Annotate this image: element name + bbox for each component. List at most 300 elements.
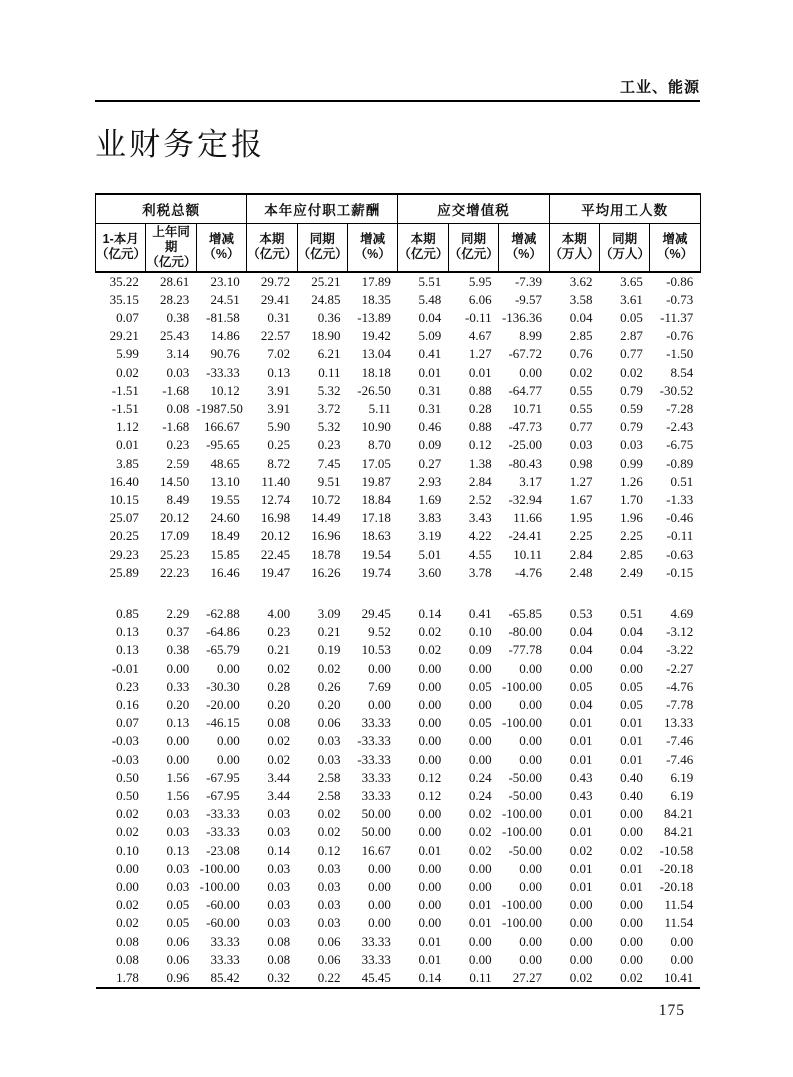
cell: -25.00 <box>508 437 543 453</box>
cell: -95.65 <box>206 437 240 453</box>
cell: 0.00 <box>418 897 442 913</box>
col-header: 本期 （亿元） <box>398 223 448 272</box>
cell: 0.05 <box>166 897 190 913</box>
cell: 0.00 <box>569 933 593 949</box>
cell: 0.12 <box>317 842 341 858</box>
cell: -32.94 <box>508 491 543 507</box>
cell: -0.15 <box>666 564 694 580</box>
cell: 0.31 <box>418 382 442 398</box>
cell: 10.90 <box>361 419 391 435</box>
table-row <box>96 418 701 436</box>
cell: 0.04 <box>569 309 593 325</box>
cell: 0.13 <box>166 842 190 858</box>
cell: 19.54 <box>361 546 391 562</box>
cell: 0.00 <box>468 860 492 876</box>
cell: -100.00 <box>501 824 543 840</box>
col-header: 同期 （亿元） <box>297 223 347 272</box>
cell: 0.00 <box>418 806 442 822</box>
cell: 0.79 <box>620 419 643 435</box>
cell: 0.02 <box>569 970 593 986</box>
cell: 0.03 <box>317 897 341 913</box>
cell: 0.00 <box>519 364 543 380</box>
table-row <box>96 564 701 582</box>
cell: -67.95 <box>206 769 240 785</box>
cell: 14.49 <box>311 510 341 526</box>
cell: 10.12 <box>210 382 240 398</box>
cell: -7.78 <box>666 696 694 712</box>
cell: 0.00 <box>368 915 391 931</box>
cell: 0.00 <box>569 915 593 931</box>
cell: 11.54 <box>664 915 694 931</box>
cell: -2.27 <box>666 660 694 676</box>
cell: 5.48 <box>418 291 442 307</box>
cell: 0.41 <box>468 605 492 621</box>
cell: 0.03 <box>317 733 341 749</box>
cell: 2.87 <box>620 328 643 344</box>
cell: 50.00 <box>361 806 391 822</box>
cell: 35.22 <box>109 273 139 289</box>
cell: 0.26 <box>317 678 341 694</box>
cell: -0.03 <box>111 733 139 749</box>
cell: 0.09 <box>418 437 442 453</box>
cell: 3.58 <box>569 291 593 307</box>
table-row <box>96 805 701 823</box>
cell: 0.04 <box>569 642 593 658</box>
cell: 17.89 <box>361 273 391 289</box>
cell: -50.00 <box>508 842 543 858</box>
page-title: 业财务定报 <box>95 127 265 162</box>
cell: 0.00 <box>368 860 391 876</box>
cell: 0.01 <box>468 915 492 931</box>
cell: 3.17 <box>519 473 543 489</box>
cell: 25.89 <box>109 564 139 580</box>
cell: 0.10 <box>468 624 492 640</box>
cell: 19.55 <box>210 491 240 507</box>
cell: 0.02 <box>620 364 643 380</box>
cell: 25.07 <box>109 510 139 526</box>
cell: -0.73 <box>666 291 694 307</box>
table-row <box>96 660 701 678</box>
cell: 85.42 <box>210 970 240 986</box>
cell: -50.00 <box>508 787 543 803</box>
col-header: 增减 （%） <box>650 223 700 272</box>
cell: 0.02 <box>116 915 139 931</box>
cell: 0.01 <box>569 733 593 749</box>
cell: 166.67 <box>203 419 240 435</box>
cell: 2.58 <box>317 787 341 803</box>
cell: 1.27 <box>468 346 492 362</box>
cell: 0.08 <box>267 715 291 731</box>
cell: 0.00 <box>368 660 391 676</box>
cell: 0.02 <box>116 897 139 913</box>
cell: 18.63 <box>361 528 391 544</box>
cell: 4.69 <box>670 605 694 621</box>
cell: 0.21 <box>317 624 341 640</box>
cell: 3.83 <box>418 510 442 526</box>
group-header-employees: 平均用工人数 <box>549 194 700 223</box>
table-row <box>96 527 701 545</box>
cell: 11.40 <box>261 473 291 489</box>
cell: -0.11 <box>666 528 694 544</box>
cell: 0.00 <box>620 933 643 949</box>
table-row <box>96 509 701 527</box>
cell: 0.00 <box>468 933 492 949</box>
cell: 10.53 <box>361 642 391 658</box>
cell: 3.19 <box>418 528 442 544</box>
cell: 0.00 <box>670 933 694 949</box>
cell: 3.72 <box>317 400 341 416</box>
cell: 18.18 <box>361 364 391 380</box>
cell: 0.01 <box>418 933 442 949</box>
cell: 17.09 <box>160 528 190 544</box>
cell: 0.12 <box>418 787 442 803</box>
cell: 10.72 <box>311 491 341 507</box>
cell: 0.14 <box>418 970 442 986</box>
cell: 7.45 <box>317 455 341 471</box>
cell: 18.90 <box>311 328 341 344</box>
cell: -64.86 <box>206 624 240 640</box>
table-row <box>96 696 701 714</box>
table-row <box>96 491 701 509</box>
cell: 0.43 <box>569 769 593 785</box>
cell: 0.28 <box>267 678 291 694</box>
cell: -100.00 <box>199 879 240 894</box>
cell: 0.00 <box>418 860 442 876</box>
cell: -1.51 <box>111 400 139 416</box>
cell: 1.12 <box>116 419 139 435</box>
cell: -67.72 <box>508 346 543 362</box>
cell: 5.95 <box>468 273 492 289</box>
table-body <box>96 272 701 989</box>
cell: -77.78 <box>508 642 543 658</box>
cell: 0.01 <box>620 751 643 767</box>
table-row <box>96 382 701 400</box>
table-row <box>96 605 701 623</box>
cell: -33.33 <box>206 806 240 822</box>
cell: 0.88 <box>468 382 492 398</box>
cell: 0.00 <box>468 751 492 767</box>
cell: 0.00 <box>216 660 240 676</box>
cell: -1.51 <box>111 382 139 398</box>
cell: 2.59 <box>166 455 190 471</box>
cell: 0.00 <box>620 660 643 676</box>
cell: 2.93 <box>418 473 442 489</box>
cell: 0.06 <box>317 933 341 949</box>
cell: 0.00 <box>569 660 593 676</box>
cell: 0.11 <box>469 970 492 986</box>
cell: 0.40 <box>620 769 643 785</box>
cell: -30.30 <box>206 678 240 694</box>
cell: -13.89 <box>357 309 391 325</box>
cell: 0.03 <box>317 751 341 767</box>
cell: -80.00 <box>508 624 543 640</box>
cell: 0.02 <box>116 364 139 380</box>
cell: 5.99 <box>116 346 139 362</box>
cell: -60.00 <box>206 915 240 931</box>
cell: -7.46 <box>666 733 694 749</box>
cell: 3.14 <box>166 346 190 362</box>
cell: 4.55 <box>468 546 492 562</box>
cell: 0.03 <box>166 364 190 380</box>
cell: -20.00 <box>206 696 240 712</box>
cell: -65.79 <box>206 642 240 658</box>
cell: 0.22 <box>317 970 341 986</box>
cell: 0.05 <box>569 678 593 694</box>
cell: 0.00 <box>519 660 543 676</box>
cell: 0.00 <box>620 951 643 967</box>
cell: 2.52 <box>468 491 492 507</box>
cell: 0.08 <box>116 933 139 949</box>
cell: 0.02 <box>317 660 341 676</box>
cell: 0.03 <box>267 915 291 931</box>
cell: 0.14 <box>418 605 442 621</box>
cell: -7.39 <box>514 273 543 289</box>
cell: 0.00 <box>418 879 442 894</box>
cell: 0.05 <box>468 678 492 694</box>
cell: -0.11 <box>465 309 492 325</box>
cell: 6.19 <box>670 769 694 785</box>
cell: 14.50 <box>160 473 190 489</box>
cell: 1.67 <box>569 491 593 507</box>
table-row <box>96 823 701 841</box>
cell: 0.23 <box>267 624 291 640</box>
cell: 0.02 <box>317 806 341 822</box>
cell: 33.33 <box>210 951 240 967</box>
cell: 0.02 <box>267 733 291 749</box>
cell: -3.12 <box>666 624 694 640</box>
cell: -30.52 <box>659 382 694 398</box>
group-header-vat: 应交增值税 <box>398 194 549 223</box>
table-row <box>96 272 701 291</box>
cell: 0.03 <box>317 860 341 876</box>
cell: 0.01 <box>569 715 593 731</box>
cell: 0.00 <box>166 660 190 676</box>
cell: 0.00 <box>418 915 442 931</box>
cell: -1.68 <box>162 419 190 435</box>
col-header: 本期 （亿元） <box>247 223 297 272</box>
cell: 25.21 <box>311 273 341 289</box>
cell: 3.91 <box>267 400 291 416</box>
cell: -7.28 <box>666 400 694 416</box>
cell: 0.02 <box>267 660 291 676</box>
cell: 0.00 <box>620 806 643 822</box>
cell: 0.12 <box>468 437 492 453</box>
cell: 0.31 <box>267 309 291 325</box>
cell: 5.32 <box>317 419 341 435</box>
cell: -2.43 <box>666 419 694 435</box>
cell: -11.37 <box>660 309 694 325</box>
cell: 11.54 <box>664 897 694 913</box>
table-row <box>96 291 701 309</box>
cell: 0.00 <box>519 696 543 712</box>
cell: 0.03 <box>267 806 291 822</box>
cell: 0.59 <box>620 400 643 416</box>
cell: 10.41 <box>663 970 694 986</box>
col-header: 同期 （万人） <box>599 223 649 272</box>
cell: 5.01 <box>418 546 442 562</box>
cell: 0.01 <box>418 842 442 858</box>
cell: 16.26 <box>311 564 341 580</box>
cell: 20.12 <box>160 510 190 526</box>
cell: 3.44 <box>267 769 291 785</box>
cell: 0.00 <box>519 733 543 749</box>
cell: 0.00 <box>368 879 391 894</box>
cell: 27.27 <box>512 970 543 986</box>
cell: 5.51 <box>418 273 442 289</box>
cell: 0.00 <box>519 879 543 894</box>
cell: 0.20 <box>317 696 341 712</box>
cell: 0.00 <box>468 660 492 676</box>
cell: 3.78 <box>468 564 492 580</box>
cell: 0.79 <box>620 382 643 398</box>
cell: 1.78 <box>116 970 139 986</box>
cell: 3.85 <box>116 455 139 471</box>
cell: 0.01 <box>569 824 593 840</box>
cell: 0.19 <box>317 642 341 658</box>
cell: 5.32 <box>317 382 341 398</box>
cell: 13.33 <box>663 715 694 731</box>
cell: 0.01 <box>569 860 593 876</box>
cell: 3.91 <box>267 382 291 398</box>
cell: -100.00 <box>501 678 543 694</box>
cell: -60.00 <box>206 897 240 913</box>
cell: 0.00 <box>368 696 391 712</box>
cell: -33.33 <box>206 824 240 840</box>
cell: 0.01 <box>620 733 643 749</box>
cell: -4.76 <box>514 564 543 580</box>
spacer-cell <box>96 582 701 605</box>
cell: 10.71 <box>512 400 543 416</box>
cell: 15.85 <box>210 546 240 562</box>
cell: -33.33 <box>357 751 391 767</box>
cell: 0.02 <box>569 364 593 380</box>
cell: 48.65 <box>210 455 240 471</box>
table-row <box>96 751 701 769</box>
cell: 0.03 <box>317 879 341 894</box>
running-head <box>95 0 700 102</box>
cell: 3.65 <box>620 273 643 289</box>
cell: 0.25 <box>267 437 291 453</box>
cell: 19.42 <box>361 328 391 344</box>
cell: 29.45 <box>361 605 391 621</box>
cell: -0.03 <box>111 751 139 767</box>
table-row <box>96 436 701 454</box>
cell: 0.38 <box>166 309 190 325</box>
cell: 0.13 <box>267 364 291 380</box>
cell: 33.33 <box>361 951 391 967</box>
table-row <box>96 641 701 659</box>
cell: 0.00 <box>468 879 492 894</box>
table-row <box>96 364 701 382</box>
cell: 0.00 <box>519 751 543 767</box>
cell: 0.00 <box>519 951 543 967</box>
cell: 10.11 <box>513 546 543 562</box>
section-spacer <box>96 582 701 605</box>
cell: 1.70 <box>620 491 643 507</box>
cell: 0.12 <box>418 769 442 785</box>
page-number: 175 <box>658 1002 685 1019</box>
cell: 0.13 <box>166 715 190 731</box>
cell: -26.50 <box>357 382 391 398</box>
col-header: 增减 （%） <box>499 223 549 272</box>
cell: 19.47 <box>260 564 291 580</box>
cell: 1.96 <box>620 510 643 526</box>
cell: 2.84 <box>468 473 492 489</box>
table-row <box>96 969 701 988</box>
table-row <box>96 309 701 327</box>
cell: 0.96 <box>166 970 190 986</box>
cell: 16.96 <box>311 528 341 544</box>
cell: 6.06 <box>468 291 492 307</box>
table-row <box>96 455 701 473</box>
cell: 0.98 <box>569 455 593 471</box>
cell: 0.10 <box>116 842 139 858</box>
cell: -46.15 <box>206 715 240 731</box>
cell: 0.24 <box>468 769 492 785</box>
cell: 0.00 <box>116 879 139 894</box>
cell: 0.00 <box>519 860 543 876</box>
cell: -100.00 <box>199 860 240 876</box>
cell: 0.02 <box>468 824 492 840</box>
table-row <box>96 878 701 896</box>
cell: 2.25 <box>569 528 593 544</box>
cell: 0.55 <box>569 382 593 398</box>
cell: 0.77 <box>620 346 643 362</box>
cell: -9.57 <box>514 291 543 307</box>
cell: -62.88 <box>206 605 240 621</box>
cell: 0.46 <box>418 419 442 435</box>
cell: 1.38 <box>468 455 492 471</box>
cell: 0.43 <box>569 787 593 803</box>
cell: -20.18 <box>659 879 694 894</box>
cell: 0.31 <box>418 400 442 416</box>
cell: 0.14 <box>267 842 291 858</box>
cell: -1.33 <box>666 491 694 507</box>
cell: -80.43 <box>508 455 543 471</box>
cell: -81.58 <box>206 309 240 325</box>
cell: 0.88 <box>468 419 492 435</box>
cell: 0.03 <box>267 897 291 913</box>
cell: 84.21 <box>663 806 694 822</box>
cell: -1.50 <box>666 346 694 362</box>
statistics-table <box>95 193 701 989</box>
table-row <box>96 769 701 787</box>
cell: 0.03 <box>166 879 190 894</box>
cell: 0.00 <box>418 824 442 840</box>
cell: -33.33 <box>206 364 240 380</box>
cell: -20.18 <box>659 860 694 876</box>
cell: 0.00 <box>569 951 593 967</box>
col-header: 同期 （亿元） <box>448 223 498 272</box>
cell: 24.51 <box>210 291 240 307</box>
cell: 0.13 <box>116 624 139 640</box>
cell: -0.76 <box>666 328 694 344</box>
cell: 0.55 <box>569 400 593 416</box>
cell: 0.07 <box>116 309 139 325</box>
cell: 35.15 <box>109 291 139 307</box>
cell: 0.40 <box>620 787 643 803</box>
cell: -23.08 <box>206 842 240 858</box>
cell: 18.78 <box>311 546 341 562</box>
cell: -1987.50 <box>196 400 243 416</box>
cell: 0.04 <box>569 696 593 712</box>
cell: 3.62 <box>569 273 593 289</box>
cell: -6.75 <box>666 437 694 453</box>
cell: 0.00 <box>216 733 240 749</box>
cell: -100.00 <box>501 715 543 731</box>
cell: 6.21 <box>317 346 341 362</box>
col-header: 增减 （%） <box>196 223 246 272</box>
